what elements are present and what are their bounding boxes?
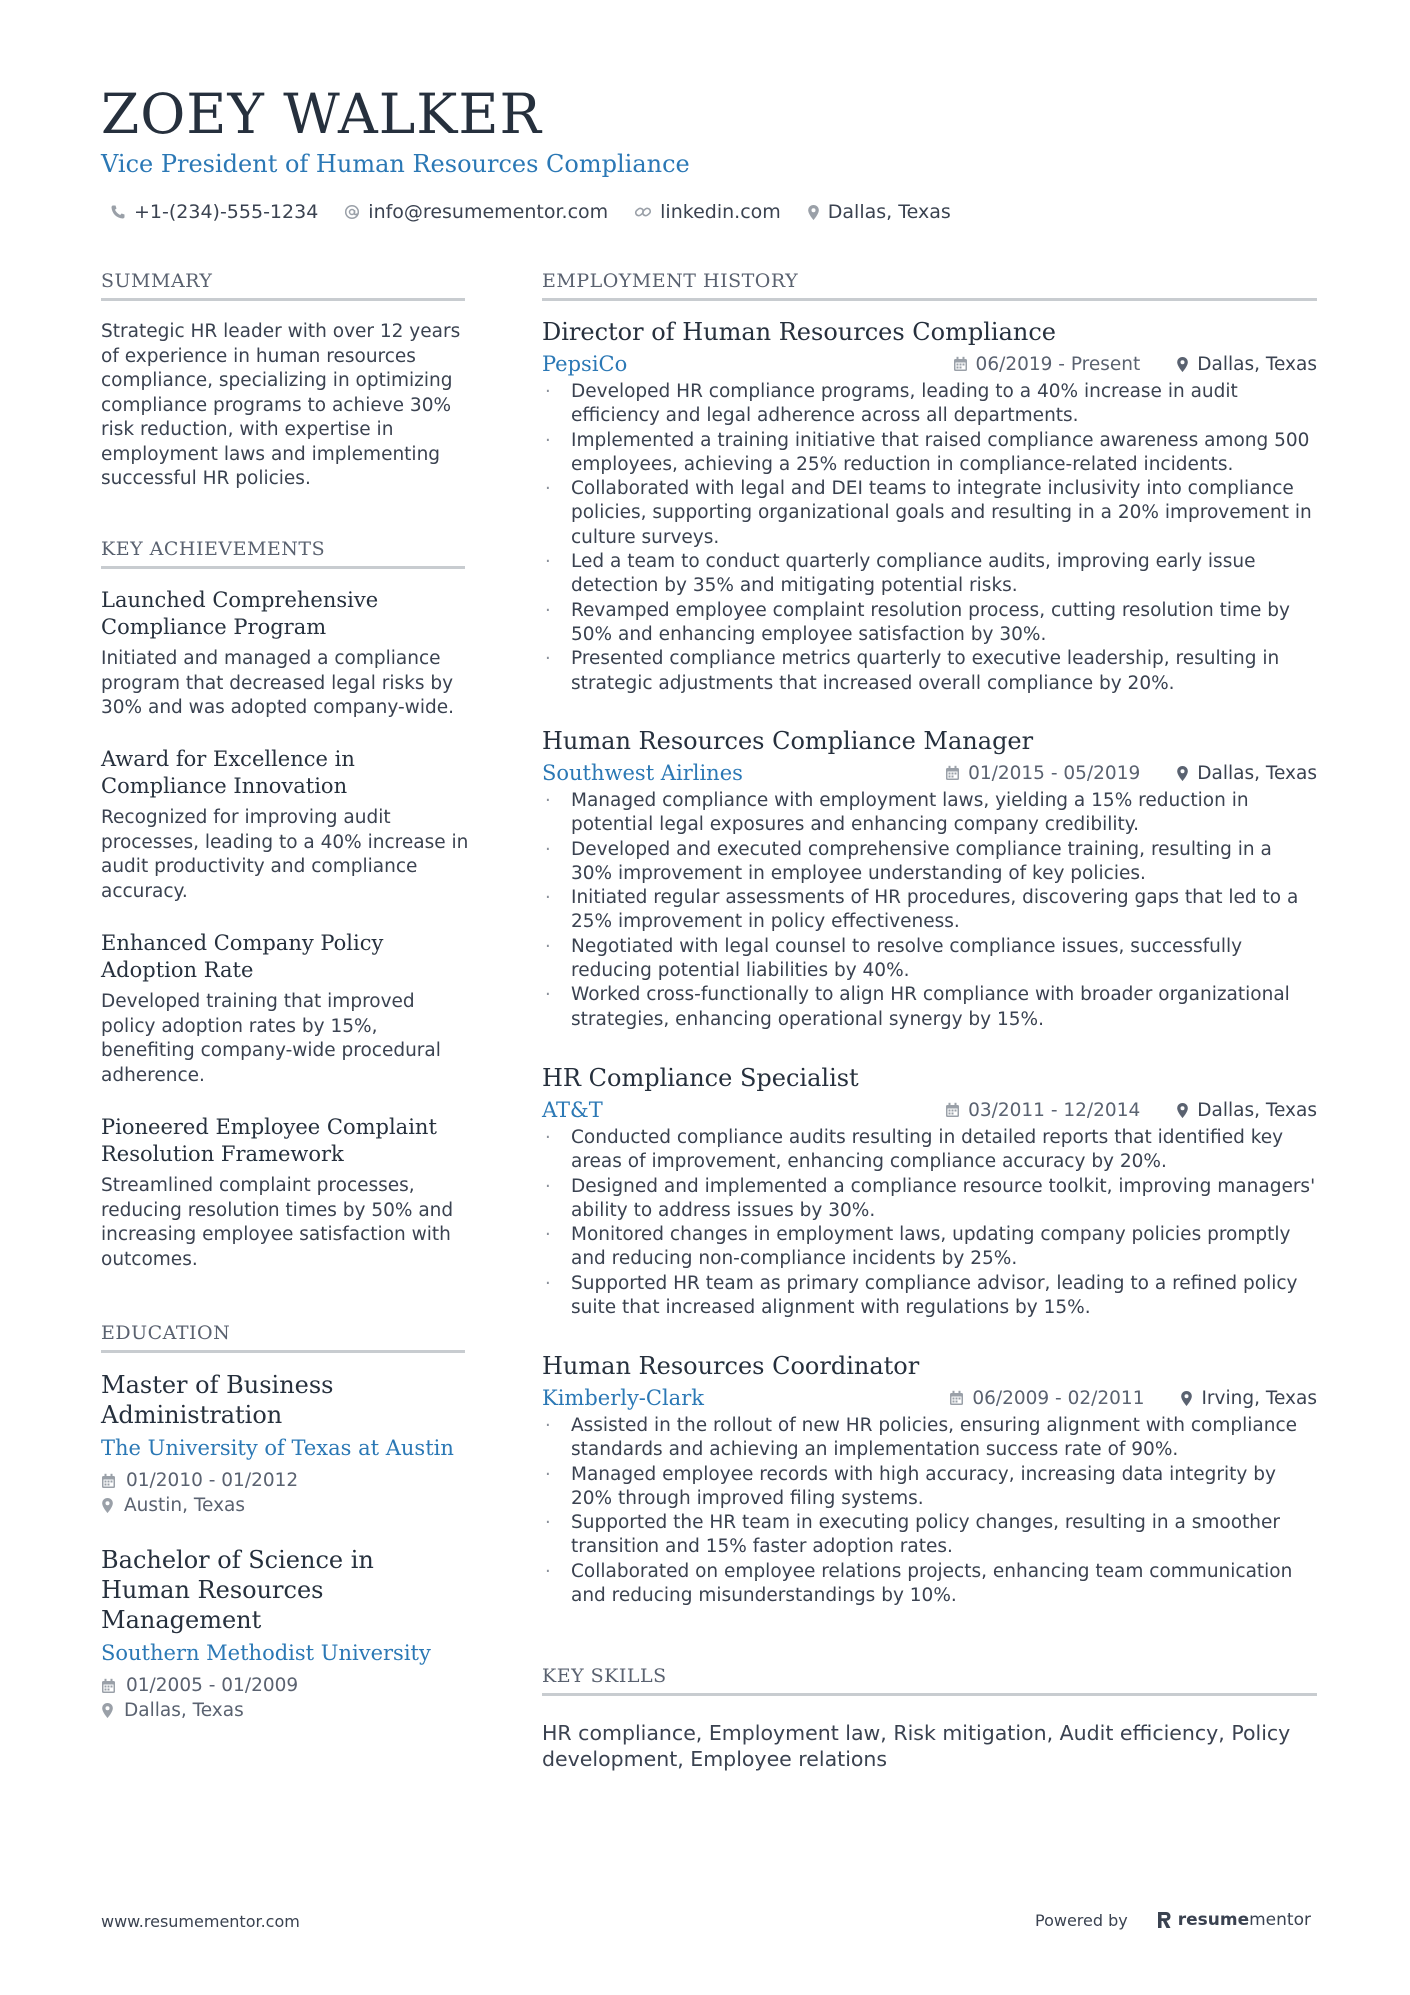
job-meta — [945, 1100, 1317, 1121]
job-bullet: · Developed HR compliance programs, leading to a 40% increase in audit efficiency and legal adherence across all departments. — [542, 380, 1317, 429]
job-bullet: · Supported the HR team in executing policy changes, resulting in a smoother transition and 15% faster adoption rates. — [542, 1511, 1317, 1560]
achievement-title: Pioneered Employee Complaint Resolution Framework — [101, 1115, 437, 1166]
achievement-item — [101, 746, 471, 904]
job-title: Human Resources Compliance Manager — [542, 727, 1034, 755]
phone-icon — [110, 204, 126, 220]
achievements-heading: KEY ACHIEVEMENTS — [101, 538, 465, 569]
job-bullet: · Conducted compliance audits resulting in detailed reports that identified key areas of improvement, enhancing compliance accuracy by 20%. — [542, 1126, 1317, 1175]
email-text: info@resumementor.com — [368, 201, 609, 223]
achievement-text: Streamlined complaint processes, reducing resolution times by 50% and increasing employee satisfaction with outcomes. — [101, 1175, 454, 1270]
dates-text: 01/2005 - 01/2009 — [126, 1675, 299, 1696]
education-dates — [101, 1468, 481, 1493]
job-bullet: · Managed employee records with high accuracy, increasing data integrity by 20% through improved filing systems. — [542, 1463, 1317, 1512]
location-text: Dallas, Texas — [827, 201, 951, 223]
brand-bold: resume — [1177, 1910, 1250, 1930]
location-pin-icon — [1176, 1102, 1189, 1119]
job-location: Dallas, Texas — [1197, 762, 1317, 784]
employment-heading: EMPLOYMENT HISTORY — [542, 270, 1317, 301]
powered-by-label: Powered by — [1035, 1910, 1128, 1930]
job-location: Irving, Texas — [1201, 1387, 1317, 1409]
skills-heading: KEY SKILLS — [542, 1665, 1317, 1696]
calendar-icon — [949, 1390, 964, 1406]
job-dates: 06/2019 - Present — [975, 353, 1141, 375]
location-pin-icon — [1176, 765, 1189, 782]
achievement-item — [101, 587, 471, 721]
achievement-title: Award for Excellence in Compliance Innovation — [101, 747, 355, 798]
job-entry — [542, 1063, 1317, 1320]
contact-bar — [110, 201, 951, 223]
job-bullets — [542, 789, 1317, 1032]
location-pin-icon — [807, 204, 820, 221]
location-pin-icon — [101, 1702, 114, 1719]
footer-website[interactable]: www.resumementor.com — [101, 1912, 300, 1931]
location-pin-icon — [1176, 356, 1189, 373]
job-bullet: · Monitored changes in employment laws, updating company policies promptly and reducing non-compliance incidents by 25%. — [542, 1223, 1317, 1272]
calendar-icon — [953, 356, 968, 372]
phone-text: +1-(234)-555-1234 — [134, 201, 319, 223]
calendar-icon — [945, 765, 960, 781]
contact-linkedin[interactable] — [634, 201, 781, 223]
job-bullet: · Assisted in the rollout of new HR policies, ensuring alignment with compliance standards and achieving an implementation success rate of 90%. — [542, 1414, 1317, 1463]
job-bullet: · Worked cross-functionally to align HR compliance with broader organizational strategies, enhancing operational synergy by 15%. — [542, 983, 1317, 1032]
location-text: Austin, Texas — [124, 1495, 246, 1516]
job-bullet: · Collaborated with legal and DEI teams to integrate inclusivity into compliance policies, supporting organizational goals and resulting in a 20% improvement in culture surveys. — [542, 477, 1317, 550]
job-bullet: · Negotiated with legal counsel to resolve compliance issues, successfully reducing potential liabilities by 40%. — [542, 935, 1317, 984]
brand-logo[interactable] — [1156, 1910, 1311, 1930]
job-entry — [542, 726, 1317, 1032]
education-heading: EDUCATION — [101, 1322, 465, 1353]
job-meta-row — [542, 761, 1317, 785]
job-dates: 01/2015 - 05/2019 — [968, 762, 1141, 784]
resumementor-logo-icon — [1156, 1911, 1172, 1929]
degree-title: Master of Business Administration — [101, 1371, 334, 1429]
achievement-text: Initiated and managed a compliance program that decreased legal risks by 30% and was adopted company-wide. — [101, 648, 454, 718]
candidate-title: Vice President of Human Resources Compliance — [101, 150, 690, 178]
location-text: Dallas, Texas — [124, 1700, 244, 1721]
brand-light: mentor — [1249, 1910, 1311, 1930]
link-icon — [634, 204, 652, 220]
job-title: Human Resources Coordinator — [542, 1352, 920, 1380]
calendar-icon — [101, 1473, 116, 1489]
job-entry — [542, 1351, 1317, 1608]
company-name: AT&T — [542, 1098, 603, 1122]
job-bullet: · Presented compliance metrics quarterly to executive leadership, resulting in strategic adjustments that increased overall compliance by 20%. — [542, 647, 1317, 696]
job-title: HR Compliance Specialist — [542, 1064, 859, 1092]
job-bullet: · Revamped employee complaint resolution process, cutting resolution time by 50% and enhancing employee satisfaction by 30%. — [542, 599, 1317, 648]
job-meta-row — [542, 1098, 1317, 1122]
calendar-icon — [945, 1102, 960, 1118]
job-bullets — [542, 1126, 1317, 1320]
school-name: Southern Methodist University — [101, 1641, 431, 1665]
education-item — [101, 1545, 481, 1723]
location-pin-icon — [101, 1497, 114, 1514]
summary-heading: SUMMARY — [101, 270, 465, 301]
at-icon — [344, 204, 360, 220]
company-name: PepsiCo — [542, 352, 628, 376]
job-bullet: · Designed and implemented a compliance resource toolkit, improving managers' ability to address issues by 30%. — [542, 1175, 1317, 1224]
job-meta — [945, 763, 1317, 784]
achievement-title: Enhanced Company Policy Adoption Rate — [101, 931, 384, 982]
education-location — [101, 1493, 481, 1518]
job-bullet: · Initiated regular assessments of HR procedures, discovering gaps that led to a 25% improvement in policy effectiveness. — [542, 886, 1317, 935]
achievement-text: Developed training that improved policy adoption rates by 15%, benefiting company-wide procedural adherence. — [101, 991, 441, 1086]
job-meta-row — [542, 352, 1317, 376]
job-bullet: · Managed compliance with employment laws, yielding a 15% reduction in potential legal exposures and enhancing company credibility. — [542, 789, 1317, 838]
contact-email[interactable] — [344, 201, 608, 223]
job-bullets — [542, 1414, 1317, 1608]
skills-text: HR compliance, Employment law, Risk mitigation, Audit efficiency, Policy development, Employee relations — [542, 1721, 1291, 1771]
company-name: Kimberly-Clark — [542, 1386, 704, 1410]
achievement-item — [101, 1114, 471, 1272]
linkedin-text: linkedin.com — [660, 201, 781, 223]
contact-location — [807, 201, 951, 223]
job-bullet: · Implemented a training initiative that raised compliance awareness among 500 employees, achieving a 25% reduction in compliance-related incidents. — [542, 429, 1317, 478]
job-meta — [953, 354, 1317, 375]
job-bullet: · Led a team to conduct quarterly compliance audits, improving early issue detection by 35% and mitigating potential risks. — [542, 550, 1317, 599]
education-dates — [101, 1673, 481, 1698]
candidate-name: ZOEY WALKER — [101, 82, 542, 146]
job-entry — [542, 317, 1317, 696]
location-pin-icon — [1180, 1390, 1193, 1407]
job-bullet: · Developed and executed comprehensive compliance training, resulting in a 30% improvement in employee understanding of key policies. — [542, 838, 1317, 887]
education-item — [101, 1370, 481, 1518]
job-dates: 03/2011 - 12/2014 — [968, 1099, 1141, 1121]
achievement-item — [101, 930, 471, 1088]
summary-text: Strategic HR leader with over 12 years of experience in human resources compliance, specializing in optimizing compliance programs to achieve 30% risk reduction, with expertise in employment laws and implementing successful HR policies. — [101, 321, 461, 489]
education-location — [101, 1698, 481, 1723]
job-dates: 06/2009 - 02/2011 — [972, 1387, 1145, 1409]
dates-text: 01/2010 - 01/2012 — [126, 1470, 299, 1491]
job-title: Director of Human Resources Compliance — [542, 318, 1056, 346]
job-location: Dallas, Texas — [1197, 353, 1317, 375]
job-bullets — [542, 380, 1317, 696]
contact-phone[interactable] — [110, 201, 318, 223]
job-bullet: · Collaborated on employee relations projects, enhancing team communication and reducing misunderstandings by 10%. — [542, 1560, 1317, 1609]
degree-title: Bachelor of Science in Human Resources Management — [101, 1546, 374, 1634]
school-name: The University of Texas at Austin — [101, 1436, 454, 1460]
achievement-title: Launched Comprehensive Compliance Program — [101, 588, 379, 639]
achievement-text: Recognized for improving audit processes, leading to a 40% increase in audit productivity and compliance accuracy. — [101, 807, 469, 902]
job-meta-row — [542, 1386, 1317, 1410]
job-bullet: · Supported HR team as primary compliance advisor, leading to a refined policy suite that increased alignment with regulations by 15%. — [542, 1272, 1317, 1321]
footer-branding — [1035, 1910, 1311, 1930]
job-meta — [949, 1388, 1317, 1409]
calendar-icon — [101, 1678, 116, 1694]
job-location: Dallas, Texas — [1197, 1099, 1317, 1121]
company-name: Southwest Airlines — [542, 761, 743, 785]
